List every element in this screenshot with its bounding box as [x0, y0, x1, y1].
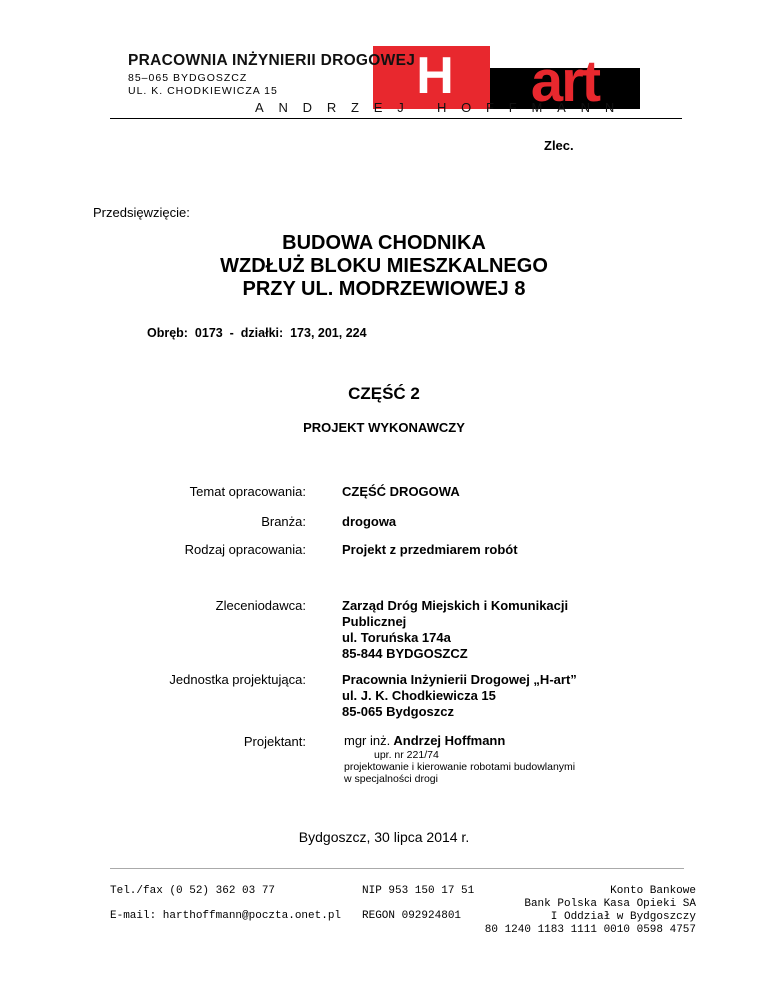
- title-line-2: WZDŁUŻ BLOKU MIESZKALNEGO: [220, 255, 548, 277]
- field-value-client: [342, 598, 568, 662]
- designer-name: Andrzej Hoffmann: [393, 733, 506, 748]
- field-value-designer: [344, 733, 575, 785]
- field-value-line: Zarząd Dróg Miejskich i Komunikacji: [342, 598, 569, 613]
- field-value-line: ul. J. K. Chodkiewicza 15: [342, 688, 496, 703]
- company-name: PRACOWNIA INŻYNIERII DROGOWEJ: [128, 52, 416, 69]
- logo-art-text: art: [530, 49, 600, 114]
- designer-scope-1: projektowanie i kierowanie robotami budowlanymi: [344, 761, 576, 773]
- field-value-branch: [342, 514, 396, 530]
- field-value-line: Projekt z przedmiarem robót: [342, 542, 518, 557]
- letterhead-owner-name: ANDRZEJ HOFFMANN: [255, 100, 630, 115]
- field-value-line: Publicznej: [342, 614, 407, 629]
- field-value-line: 85-844 BYDGOSZCZ: [342, 646, 468, 661]
- field-value-line: CZĘŚĆ DROGOWA: [342, 484, 460, 499]
- order-label: Zlec.: [544, 138, 574, 153]
- field-label-designer-unit: Jednostka projektująca:: [169, 672, 306, 687]
- field-label-topic: Temat opracowania:: [189, 484, 306, 499]
- designer-title: mgr inż.: [344, 733, 391, 748]
- letterhead-divider: [110, 118, 682, 119]
- designer-license: upr. nr 221/74: [374, 749, 439, 761]
- footer-nip: NIP 953 150 17 51: [362, 885, 475, 897]
- footer-bank: [460, 885, 696, 937]
- footer-phone: Tel./fax (0 52) 362 03 77: [110, 885, 276, 897]
- part-number: CZĘŚĆ 2: [348, 384, 420, 403]
- title-line-3: PRZY UL. MODRZEWIOWEJ 8: [242, 278, 526, 300]
- bank-line-2: Bank Polska Kasa Opieki SA: [524, 898, 696, 910]
- company-address-line2: UL. K. CHODKIEWICZA 15: [128, 85, 278, 97]
- place-date: Bydgoszcz, 30 lipca 2014 r.: [298, 829, 470, 845]
- designer-scope-2: w specjalności drogi: [344, 773, 438, 785]
- field-value-line: drogowa: [342, 514, 397, 529]
- footer-divider: [110, 868, 684, 869]
- field-label-client: Zleceniodawca:: [215, 598, 306, 613]
- field-value-line: 85-065 Bydgoszcz: [342, 704, 454, 719]
- bank-line-3: I Oddział w Bydgoszczy: [550, 911, 696, 923]
- precinct-plots: Obręb: 0173 - działki: 173, 201, 224: [147, 326, 367, 340]
- company-address-line1: 85–065 BYDGOSZCZ: [128, 72, 248, 84]
- logo-letter-h: H: [416, 47, 454, 105]
- footer-email: E-mail: harthoffmann@poczta.onet.pl: [110, 910, 342, 922]
- footer-regon: REGON 092924801: [362, 910, 462, 922]
- field-label-branch: Branża:: [261, 514, 306, 529]
- bank-line-4: 80 1240 1183 1111 0010 0598 4757: [484, 924, 696, 936]
- field-label-type: Rodzaj opracowania:: [184, 542, 306, 557]
- field-value-line: ul. Toruńska 174a: [342, 630, 451, 645]
- undertaking-label: Przedsięwzięcie:: [93, 205, 190, 220]
- field-value-type: [342, 542, 518, 558]
- bank-line-1: Konto Bankowe: [610, 885, 696, 897]
- field-label-designer: Projektant:: [243, 734, 306, 749]
- field-value-topic: [342, 484, 460, 500]
- field-value-designer-unit: [342, 672, 577, 720]
- field-value-line: Pracownia Inżynierii Drogowej „H-art”: [342, 672, 577, 687]
- title-line-1: BUDOWA CHODNIKA: [282, 232, 486, 254]
- project-type: PROJEKT WYKONAWCZY: [303, 420, 465, 435]
